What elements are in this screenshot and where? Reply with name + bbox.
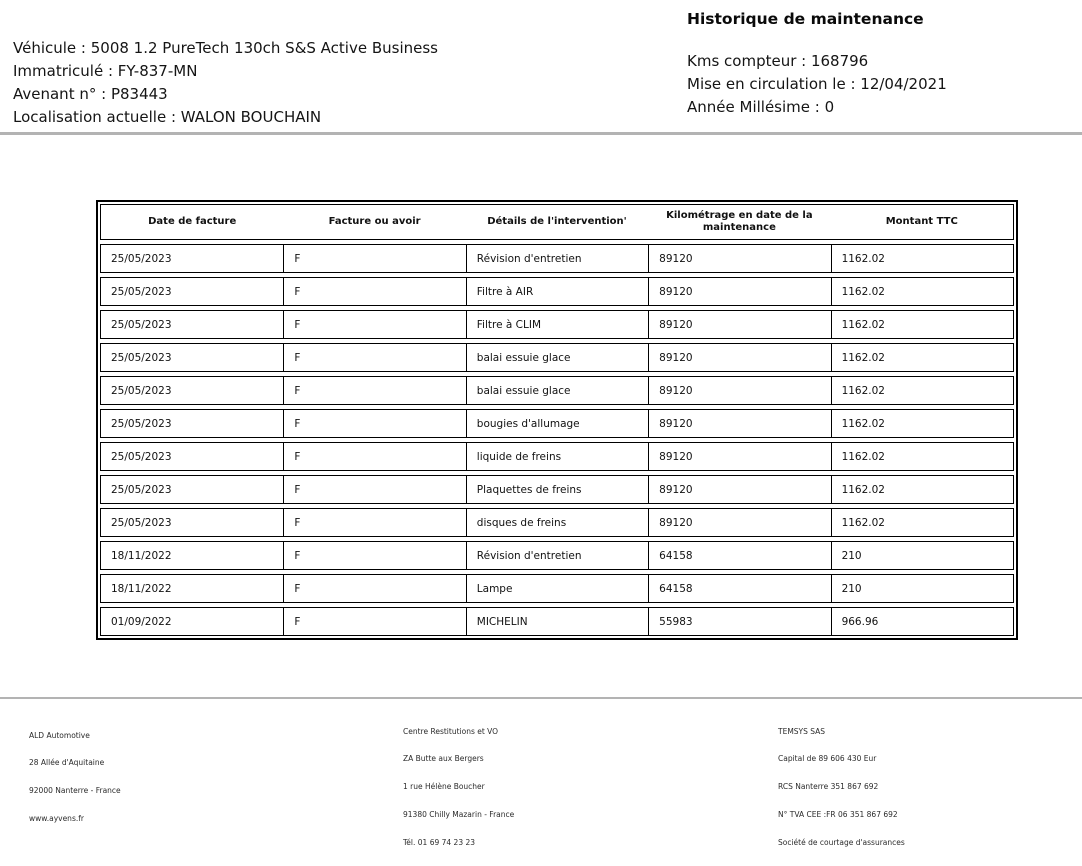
table-cell: 25/05/2023	[111, 417, 172, 430]
table-cell: F	[283, 245, 465, 272]
table-cell: 1162.02	[831, 377, 1013, 404]
vehicle-plate-line: Immatriculé : FY-837-MN	[13, 62, 198, 80]
table-cell: 89120	[648, 377, 830, 404]
table-row	[100, 343, 1014, 372]
table-cell: 25/05/2023	[111, 483, 172, 496]
footer-divider	[0, 697, 1082, 699]
table-cell: 1162.02	[831, 410, 1013, 437]
vehicle-info-block	[13, 37, 438, 129]
footer-line: Société de courtage d'assurances	[778, 838, 905, 848]
table-cell: 01/09/2022	[111, 615, 172, 628]
table-cell: 1162.02	[831, 278, 1013, 305]
table-cell: balai essuie glace	[466, 377, 648, 404]
table-cell: balai essuie glace	[466, 344, 648, 371]
table-row	[100, 409, 1014, 438]
table-cell: 89120	[648, 344, 830, 371]
header-divider	[0, 132, 1082, 135]
table-cell: 89120	[648, 443, 830, 470]
kms-counter-line: Kms compteur : 168796	[687, 52, 869, 70]
table-cell: 55983	[648, 608, 830, 635]
table-row	[100, 475, 1014, 504]
footer-line: Centre Restitutions et VO	[403, 726, 499, 736]
table-cell: 64158	[648, 575, 830, 602]
table-cell: F	[283, 410, 465, 437]
model-year-line: Année Millésime : 0	[687, 98, 835, 116]
table-cell: Lampe	[466, 575, 648, 602]
table-cell: F	[283, 278, 465, 305]
table-cell: 64158	[648, 542, 830, 569]
footer-line: TEMSYS SAS	[778, 726, 826, 736]
table-cell: F	[283, 476, 465, 503]
table-row	[100, 310, 1014, 339]
footer-website: www.ayvens.fr	[29, 814, 84, 824]
table-cell: F	[283, 542, 465, 569]
footer-company-block	[29, 712, 121, 842]
table-cell: F	[283, 608, 465, 635]
table-cell: 89120	[648, 410, 830, 437]
footer-line: 28 Allée d'Aquitaine	[29, 758, 105, 768]
table-cell: F	[283, 377, 465, 404]
table-row	[100, 508, 1014, 537]
footer-line: 1 rue Hélène Boucher	[403, 782, 485, 792]
page-title: Historique de maintenance	[687, 10, 924, 28]
table-cell: 25/05/2023	[111, 285, 172, 298]
table-cell: Révision d'entretien	[466, 542, 648, 569]
footer-line: ZA Butte aux Bergers	[403, 754, 484, 764]
table-cell: 1162.02	[831, 476, 1013, 503]
table-cell: 25/05/2023	[111, 351, 172, 364]
table-cell: 1162.02	[831, 344, 1013, 371]
table-row	[100, 574, 1014, 603]
table-row	[100, 244, 1014, 273]
table-cell: 25/05/2023	[111, 252, 172, 265]
footer-line: 91380 Chilly Mazarin - France	[403, 810, 515, 820]
table-cell: F	[283, 575, 465, 602]
table-cell: F	[283, 509, 465, 536]
table-cell: Plaquettes de freins	[466, 476, 648, 503]
table-cell: 210	[831, 542, 1013, 569]
circulation-date-line: Mise en circulation le : 12/04/2021	[687, 75, 947, 93]
table-cell: 25/05/2023	[111, 384, 172, 397]
table-cell: 210	[831, 575, 1013, 602]
table-row	[100, 277, 1014, 306]
footer-line: 92000 Nanterre - France	[29, 786, 121, 796]
maintenance-table	[96, 200, 1018, 640]
table-cell: 25/05/2023	[111, 318, 172, 331]
counter-info-block	[687, 50, 947, 119]
column-header-montant: Montant TTC	[885, 216, 958, 227]
table-row	[100, 442, 1014, 471]
table-cell: Filtre à AIR	[466, 278, 648, 305]
footer-phone: Tél. 01 69 74 23 23	[403, 838, 476, 848]
table-cell: 89120	[648, 509, 830, 536]
table-cell: MICHELIN	[466, 608, 648, 635]
footer-line: ALD Automotive	[29, 730, 90, 740]
table-cell: disques de freins	[466, 509, 648, 536]
table-cell: bougies d'allumage	[466, 410, 648, 437]
table-cell: F	[283, 344, 465, 371]
vehicle-model-line: Véhicule : 5008 1.2 PureTech 130ch S&S Active Business	[13, 39, 438, 57]
table-cell: 89120	[648, 311, 830, 338]
footer-restitution-block	[403, 708, 514, 866]
footer-line: Capital de 89 606 430 Eur	[778, 754, 877, 764]
column-header-date: Date de facture	[148, 216, 237, 227]
footer-legal-block	[778, 708, 905, 866]
table-cell: F	[283, 443, 465, 470]
vehicle-location-line: Localisation actuelle : WALON BOUCHAIN	[13, 108, 322, 126]
column-header-details: Détails de l'intervention'	[487, 216, 627, 227]
table-cell: 1162.02	[831, 509, 1013, 536]
table-cell: Révision d'entretien	[466, 245, 648, 272]
vehicle-avenant-line: Avenant n° : P83443	[13, 85, 168, 103]
table-cell: F	[283, 311, 465, 338]
table-cell: 18/11/2022	[111, 582, 172, 595]
column-header-facture: Facture ou avoir	[328, 216, 421, 227]
table-cell: 89120	[648, 476, 830, 503]
table-cell: 89120	[648, 278, 830, 305]
table-cell: 18/11/2022	[111, 549, 172, 562]
footer-line: N° TVA CEE :FR 06 351 867 692	[778, 810, 898, 820]
column-header-kilometrage: Kilométrage en date de la maintenance	[666, 210, 813, 233]
table-cell: liquide de freins	[466, 443, 648, 470]
footer-line: RCS Nanterre 351 867 692	[778, 782, 879, 792]
table-cell: 1162.02	[831, 311, 1013, 338]
table-row	[100, 541, 1014, 570]
table-body	[100, 244, 1014, 636]
table-cell: 1162.02	[831, 245, 1013, 272]
table-row	[100, 607, 1014, 636]
table-cell: Filtre à CLIM	[466, 311, 648, 338]
table-row	[100, 376, 1014, 405]
table-cell: 1162.02	[831, 443, 1013, 470]
table-cell: 25/05/2023	[111, 516, 172, 529]
table-cell: 966.96	[831, 608, 1013, 635]
table-cell: 25/05/2023	[111, 450, 172, 463]
table-cell: 89120	[648, 245, 830, 272]
table-header-row	[100, 204, 1014, 240]
